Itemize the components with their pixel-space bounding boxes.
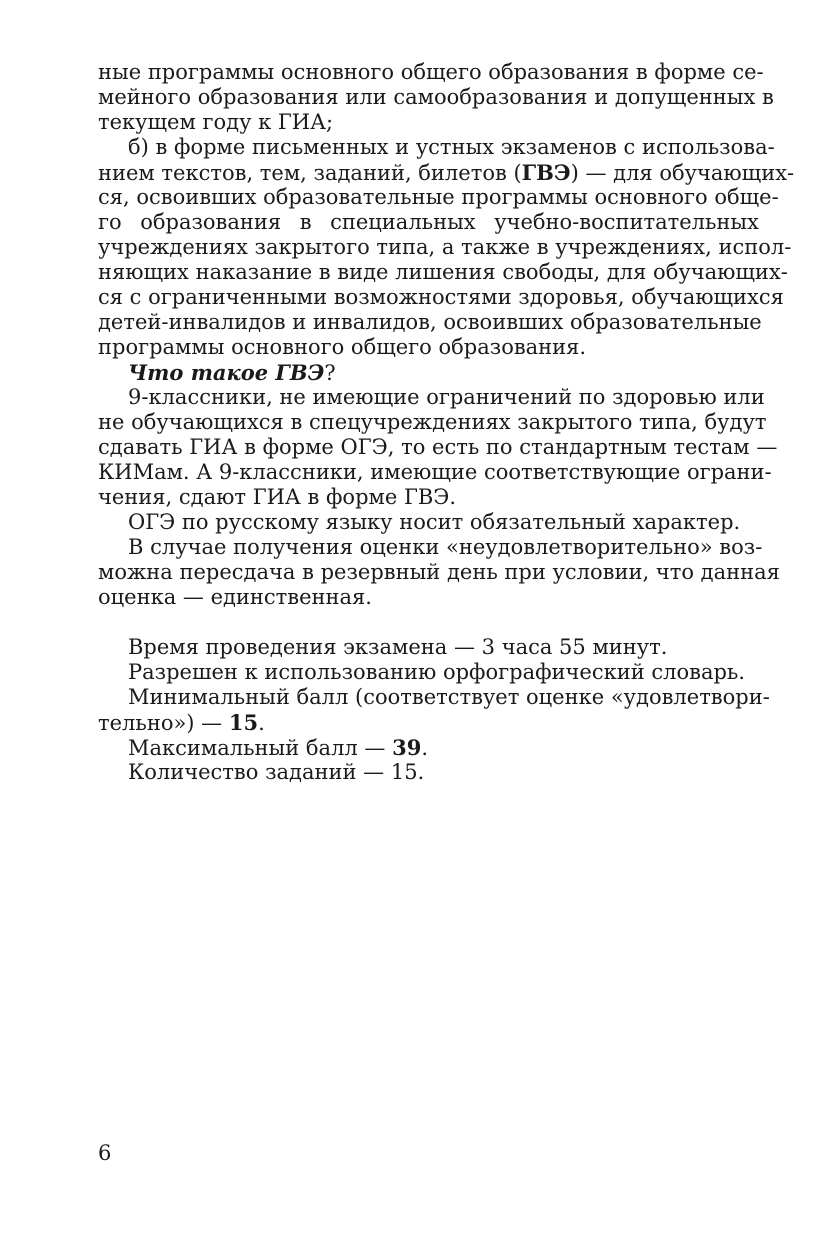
text-line: чения, сдают ГИА в форме ГВЭ.: [98, 485, 457, 509]
page-body: [98, 60, 795, 785]
min-score-line: [98, 710, 759, 735]
paragraph-mandatory: [98, 510, 759, 535]
text-line: мейного образования или самообразования и допущенных в: [98, 85, 774, 109]
paragraph-continuation: [98, 60, 774, 135]
text-line: ся с ограниченными возможностями здоровья, обучающихся: [98, 285, 784, 309]
text-line: ные программы основного общего образования в форме се-: [98, 60, 764, 84]
text-line: ОГЭ по русскому языку носит обязательный характер.: [128, 510, 741, 534]
text-line: текущем году к ГИА;: [98, 110, 334, 134]
heading-line: [98, 360, 759, 385]
text-line: няющих наказание в виде лишения свободы, для обучающих-: [98, 260, 788, 284]
text-line: программы основного общего образования.: [98, 335, 587, 359]
text-line: В случае получения оценки «неудовлетворительно» воз-: [128, 535, 763, 559]
text-fragment: тельно») —: [98, 711, 229, 735]
exam-duration: Время проведения экзамена — 3 часа 55 минут.: [128, 635, 668, 659]
paragraph-oge-vs-gve: [98, 385, 778, 510]
gve-abbreviation: ГВЭ: [521, 160, 571, 185]
paragraph-retake: [98, 535, 780, 610]
paragraph-gve-definition: [98, 135, 795, 360]
text-line: КИМам. А 9-классники, имеющие соответствующие ограни-: [98, 460, 772, 484]
max-score-line: [98, 735, 759, 760]
heading-suffix: ?: [324, 361, 336, 385]
text-line: б) в форме письменных и устных экзаменов с использова-: [128, 135, 775, 159]
text-line: учреждениях закрытого типа, а также в учреждениях, испол-: [98, 235, 792, 259]
text-line: детей-инвалидов и инвалидов, освоивших образовательные: [98, 310, 762, 334]
text-fragment: .: [421, 736, 429, 760]
text-fragment: Максимальный балл —: [128, 736, 393, 760]
text-fragment: нием текстов, тем, заданий, билетов (: [98, 161, 522, 185]
text-line: не обучающихся в спецучреждениях закрытого типа, будут: [98, 410, 767, 434]
exam-info: [98, 635, 770, 785]
section-heading: [98, 360, 759, 385]
text-fragment: .: [258, 711, 265, 735]
heading-text: Что такое ГВЭ: [128, 360, 325, 385]
text-line: оценка — единственная.: [98, 585, 372, 609]
min-score-line: Минимальный балл (соответствует оценке «удовлетвори-: [128, 685, 770, 709]
text-fragment: ) — для обучающих-: [570, 161, 795, 185]
spacer: [98, 610, 759, 635]
text-line: [98, 160, 795, 185]
max-score-value: 39: [392, 735, 422, 760]
text-line: 9-классники, не имеющие ограничений по здоровью или: [128, 385, 765, 409]
exam-dictionary: Разрешен к использованию орфографический словарь.: [128, 660, 746, 684]
task-count: Количество заданий — 15.: [128, 760, 425, 784]
page-number: 6: [98, 1141, 112, 1165]
min-score-value: 15: [228, 710, 259, 735]
text-line: ся, освоивших образовательные программы основного обще-: [98, 185, 779, 209]
text-line: можна пересдача в резервный день при условии, что данная: [98, 560, 780, 584]
text-line: сдавать ГИА в форме ОГЭ, то есть по стандартным тестам —: [98, 435, 778, 459]
text-line: го образования в специальных учебно-воспитательных: [98, 210, 759, 234]
